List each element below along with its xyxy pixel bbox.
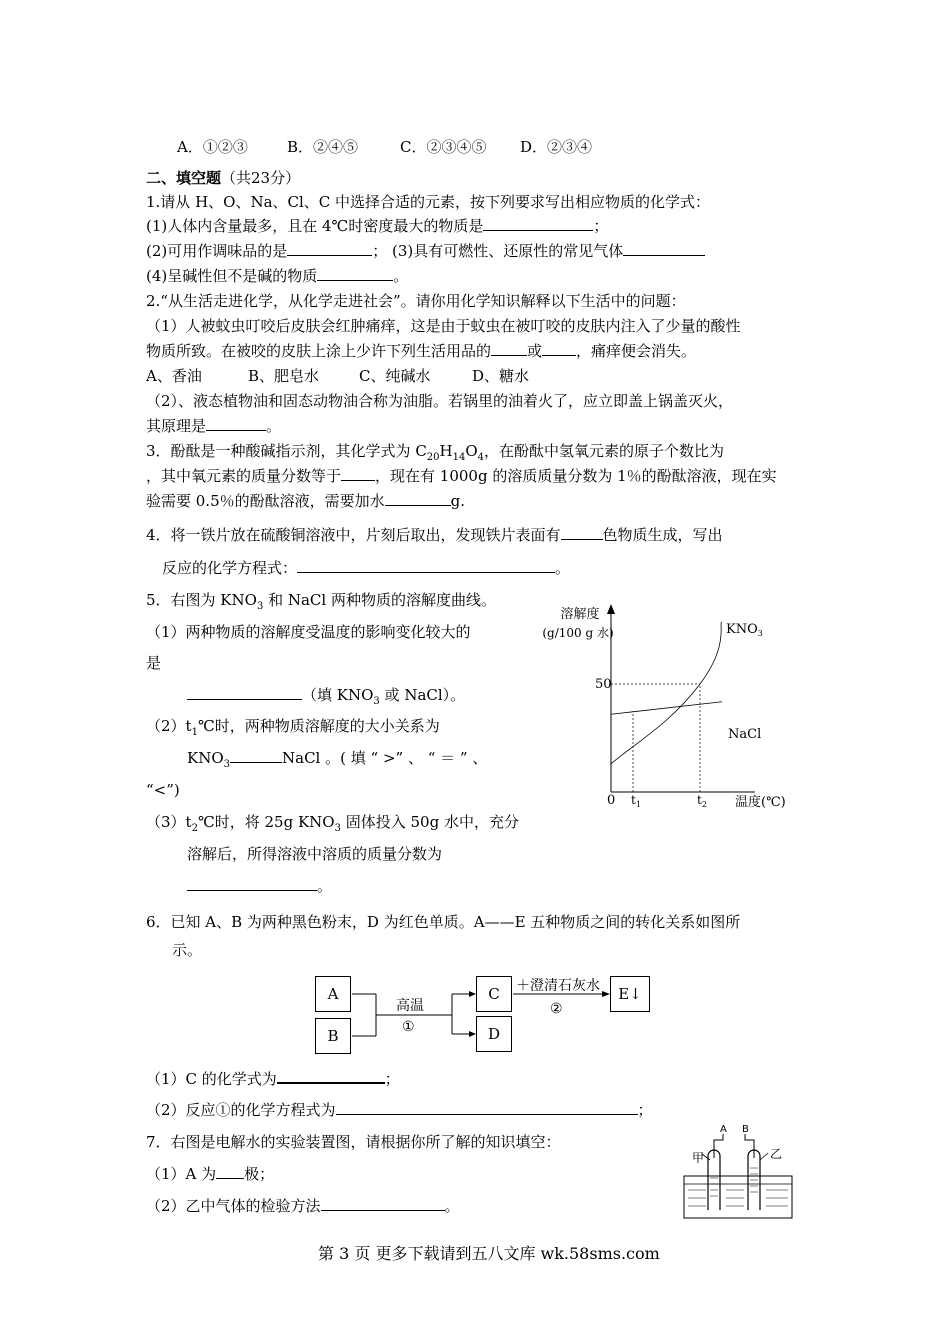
diagram-box-a: A — [315, 976, 351, 1012]
q7-stem: 7．右图是电解水的实验装置图，请根据你所了解的知识填空： — [146, 1133, 561, 1151]
chart-ytick-50: 50 — [595, 677, 612, 692]
q2-option-d: D、糖水 — [472, 367, 530, 385]
electrolysis-figure — [678, 1118, 798, 1222]
choice-c: C．②③④⑤ — [400, 138, 487, 156]
section-title: 二、填空题 — [146, 169, 222, 187]
q7-part1: （1）A 为 极； — [146, 1165, 275, 1183]
section-heading — [146, 168, 300, 188]
q5-part1-line1: （1）两种物质的溶解度受温度的影响变化较大的 — [146, 623, 471, 641]
q2-option-b: B、肥皂水 — [248, 367, 320, 385]
q3-line2: ，其中氧元素的质量分数等于 ，现在有 1000g 的溶质质量分数为 1％的酚酞溶液，现在实 — [146, 467, 777, 485]
q4-line1: 4．将一铁片放在硫酸铜溶液中，片刻后取出，发现铁片表面有 色物质生成，写出 — [146, 526, 723, 544]
q5-part2-line2: $KNO_3$ NaCl 。( 填 “ >” 、 “ ＝ ” 、 — [187, 749, 488, 770]
q1-stem: 1.请从 H、O、Na、Cl、C 中选择合适的元素，按下列要求写出相应物质的化学式： — [146, 193, 711, 211]
wire-b — [745, 1134, 754, 1158]
q2-part2-line2: 其原理是 。 — [146, 417, 282, 435]
chart-series-kno3-line — [611, 622, 722, 764]
tube-yi-label: 乙 — [770, 1147, 783, 1161]
diagram-box-d: D — [476, 1016, 512, 1052]
q6-part1: （1）C 的化学式为 ； — [146, 1070, 400, 1088]
q2-stem: 2.“从生活走进化学，从化学走进社会”。请你用化学知识解释以下生活中的问题： — [146, 292, 686, 310]
q5-part2-line3: “<”) — [146, 781, 180, 799]
diagram-box-b: B — [315, 1018, 351, 1054]
tube-jia — [708, 1150, 720, 1210]
page-footer: 第 3 页 更多下载请到五八文库 wk.58sms.com — [318, 1244, 660, 1263]
chart-series-nacl-line — [611, 702, 722, 714]
q5-part1-line3: （填 $KNO_3$ 或 NaCl）。 — [187, 685, 465, 712]
q2-option-c: C、纯碱水 — [359, 367, 431, 385]
q5-part3-line1: $(3)t_2℃$时，将 25g $KNO_3$ 固体投入 50g 水中，充分 — [146, 813, 519, 834]
chart-yunit: (g/100 g 水) — [542, 626, 614, 640]
q6-line1: 6．已知 A、B 为两种黑色粉末，D 为红色单质。A——E 五种物质之间的转化关系如图所 — [146, 913, 741, 931]
q3-line3: 验需要 0.5％的酚酞溶液，需要加水 g. — [146, 492, 465, 510]
q6-diagram — [310, 970, 670, 1060]
wire-a — [714, 1134, 723, 1158]
chart-series-label-nacl: NaCl — [728, 727, 762, 742]
q6-line2: 示。 — [172, 941, 203, 959]
q4-line2: 反应的化学方程式： 。 — [162, 559, 571, 577]
diagram-box-c: C — [476, 976, 512, 1012]
choice-b: B．②④⑤ — [287, 138, 359, 156]
q5-stem: 5．右图为 $KNO_3$ 和 NaCl 两种物质的溶解度曲线。 — [146, 591, 496, 612]
q5-part3-line3: 。 — [187, 876, 332, 896]
q2-part1-line2: 物质所致。在被咬的皮肤上涂上少许下列生活用品的 或 ，痛痒便会消失。 — [146, 342, 697, 360]
q1-part1: (1)人体内含量最多，且在 4℃时密度最大的物质是 ； — [146, 217, 609, 235]
diagram-cond2: ＋澄清石灰水 — [516, 978, 600, 994]
q2-option-a: A、香油 — [146, 367, 202, 385]
water-trough — [684, 1176, 792, 1218]
q6-part2: （2）反应①的化学方程式为 ； — [146, 1101, 653, 1119]
chart-y-arrow — [607, 604, 615, 614]
electrode-b-label: B — [742, 1124, 749, 1135]
q1-part4: (4)呈碱性但不是碱的物质 。 — [146, 267, 409, 285]
choice-d: D．②③④ — [520, 138, 593, 156]
diagram-box-e: E↓ — [610, 976, 650, 1012]
solubility-chart — [530, 600, 810, 815]
diagram-step2: ② — [550, 1001, 563, 1017]
diagram-cond1: 高温 — [396, 998, 424, 1014]
chart-xtick-t1: $t_1$ — [631, 793, 641, 809]
q7-part2: （2）乙中气体的检验方法 。 — [146, 1197, 460, 1215]
chart-series-label-kno3: $KNO_3$ — [726, 622, 763, 638]
choice-a: A．①②③ — [177, 138, 248, 156]
chart-xtick-t2: $t_2$ — [697, 793, 707, 809]
q1-part2-3: (2)可用作调味品的是 ； (3)具有可燃性、还原性的常见气体 — [146, 241, 705, 261]
q2-part1-line1: （1）人被蚊虫叮咬后皮肤会红肿痛痒，这是由于蚊虫在被叮咬的皮肤内注入了少量的酸性 — [146, 317, 741, 335]
diagram-connectors — [310, 970, 670, 1060]
q5-part2-line1: $(2)t_1℃$时，两种物质溶解度的大小关系为 — [146, 717, 440, 738]
electrode-a-label: A — [720, 1124, 727, 1135]
diagram-step1: ① — [402, 1019, 415, 1035]
q5-part3-line2: 溶解后，所得溶液中溶质的质量分数为 — [187, 845, 443, 863]
chart-xlabel: 温度(℃) — [735, 795, 786, 810]
tube-jia-label: 甲 — [692, 1151, 705, 1165]
chart-ylabel: 溶解度 — [560, 607, 600, 622]
chart-origin: 0 — [607, 793, 616, 808]
q5-part1-line2: 是 — [146, 654, 162, 672]
q2-part2-line1: （2）、液态植物油和固态动物油合称为油脂。若锅里的油着火了，应立即盖上锅盖灭火， — [146, 392, 734, 410]
section-score: （共23分） — [221, 169, 301, 187]
q3-line1: 3．酚酞是一种酸碱指示剂，其化学式为 $C_{20}H_{14}O_4$，在酚酞中氢氧元素的原子个数比为 — [146, 442, 725, 463]
